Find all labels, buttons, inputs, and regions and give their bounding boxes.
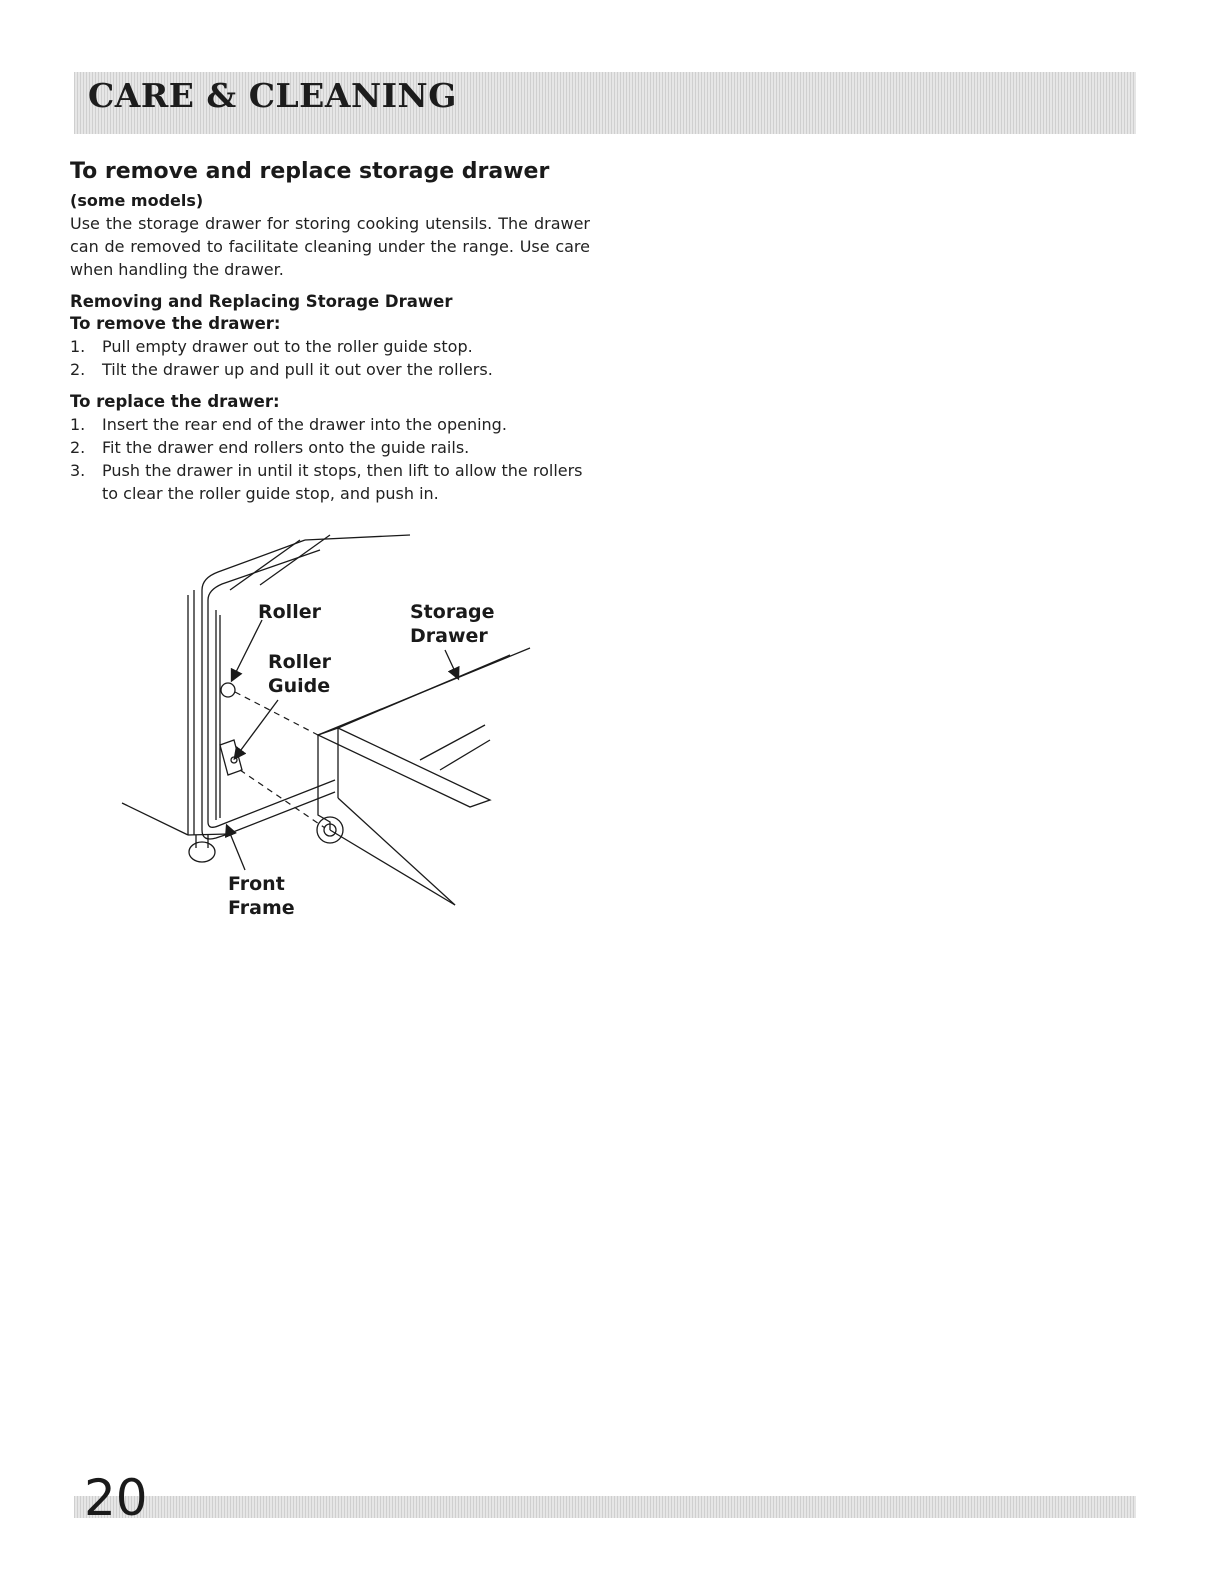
replace-steps-list xyxy=(70,413,590,505)
step-number: 3. xyxy=(70,461,86,480)
step-text: Tilt the drawer up and pull it out over the rollers. xyxy=(102,360,493,379)
step-text: Insert the rear end of the drawer into the opening. xyxy=(102,415,507,434)
label-roller: Roller xyxy=(258,601,321,623)
front-frame-leader xyxy=(227,826,245,870)
label-front-frame-line1: Front xyxy=(228,873,285,895)
remove-step xyxy=(70,358,590,381)
step-text: Push the drawer in until it stops, then lift to allow the rollers to clear the roller guide stop, and push in. xyxy=(102,461,583,503)
roller-leader xyxy=(232,620,262,680)
replace-step xyxy=(70,459,590,505)
drawer-diagram-drawing xyxy=(110,530,540,930)
roller-guide-leader xyxy=(235,700,278,758)
alignment-dashed-line xyxy=(240,770,325,828)
drawer-diagram xyxy=(110,530,540,930)
section-title: To remove and replace storage drawer xyxy=(70,159,550,184)
roller-guide-bracket xyxy=(220,740,242,775)
remove-step xyxy=(70,335,590,358)
replace-step xyxy=(70,436,590,459)
intro-paragraph: Use the storage drawer for storing cooking utensils. The drawer can de removed to facilitate cleaning under the range. Use care when handling the drawer. xyxy=(70,214,590,279)
step-number: 1. xyxy=(70,337,86,356)
label-storage-drawer-line1: Storage xyxy=(410,601,495,623)
removing-heading: Removing and Replacing Storage Drawer xyxy=(70,292,453,311)
main-content xyxy=(70,158,590,505)
footer-bar xyxy=(74,1496,1136,1518)
step-text: Fit the drawer end rollers onto the guide rails. xyxy=(102,438,470,457)
label-storage-drawer-line2: Drawer xyxy=(410,625,488,647)
range-roller xyxy=(221,683,235,697)
leveling-foot xyxy=(189,842,215,862)
step-number: 1. xyxy=(70,415,86,434)
label-roller-guide-line2: Guide xyxy=(268,675,331,697)
floor-line xyxy=(122,803,188,835)
step-number: 2. xyxy=(70,360,86,379)
step-text: Pull empty drawer out to the roller guide stop. xyxy=(102,337,473,356)
page-number: 20 xyxy=(84,1469,148,1527)
remove-drawer-heading: To remove the drawer: xyxy=(70,314,281,333)
replace-drawer-heading: To replace the drawer: xyxy=(70,392,280,411)
storage-drawer-leader xyxy=(445,650,458,678)
drawer-top-rail xyxy=(318,728,490,807)
replace-step xyxy=(70,413,590,436)
alignment-dashed-line xyxy=(235,692,318,735)
remove-steps-list xyxy=(70,335,590,381)
label-roller-guide-line1: Roller xyxy=(268,651,331,673)
label-front-frame-line2: Frame xyxy=(228,897,295,919)
step-number: 2. xyxy=(70,438,86,457)
section-subtitle: (some models) xyxy=(70,191,204,210)
section-header-title: CARE & CLEANING xyxy=(88,76,457,115)
section-header-bar xyxy=(74,72,1136,134)
